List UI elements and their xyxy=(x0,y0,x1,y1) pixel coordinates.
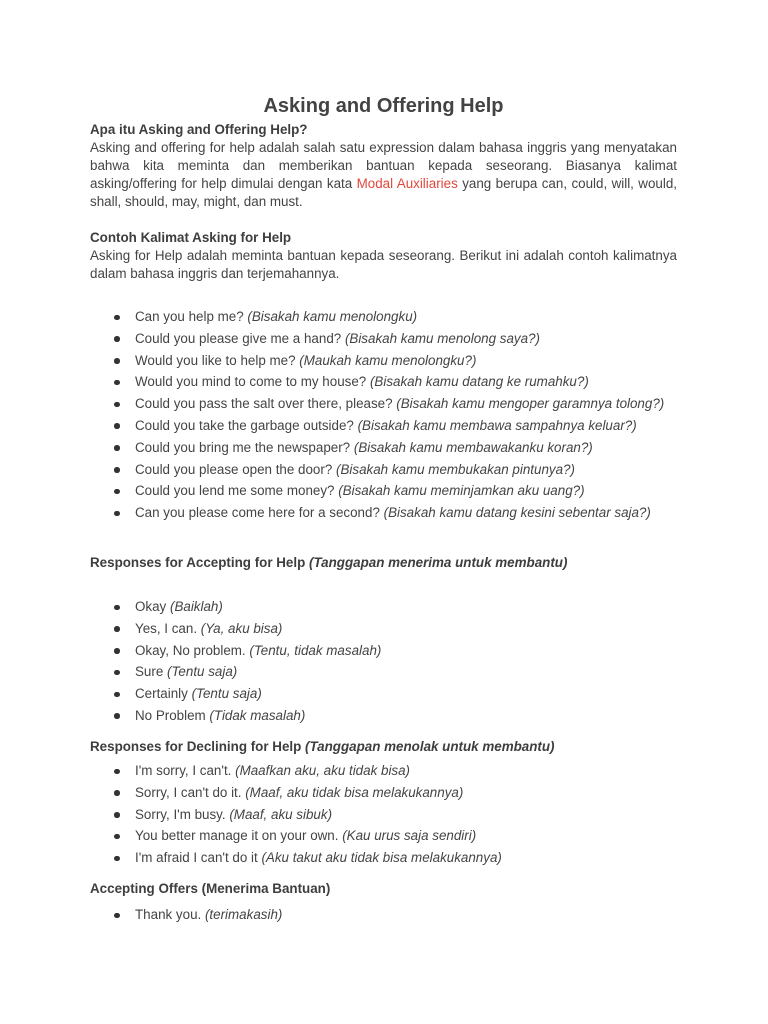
bullet-icon xyxy=(114,605,120,611)
bullet-icon xyxy=(114,402,120,408)
bullet-icon xyxy=(114,856,120,862)
list-item: I'm sorry, I can't. (Maafkan aku, aku tidak bisa) xyxy=(90,760,677,782)
list-item: Sure (Tentu saja) xyxy=(90,661,677,683)
list-item: No Problem (Tidak masalah) xyxy=(90,705,677,727)
bullet-icon xyxy=(114,336,120,342)
bullet-icon xyxy=(114,315,120,321)
bullet-icon xyxy=(114,626,120,632)
list-item: Sorry, I can't do it. (Maaf, aku tidak bisa melakukannya) xyxy=(90,782,677,804)
intro-section xyxy=(90,121,677,211)
declining-list xyxy=(90,760,677,869)
bullet-icon xyxy=(114,812,120,818)
bullet-icon xyxy=(114,489,120,495)
list-item: Yes, I can. (Ya, aku bisa) xyxy=(90,618,677,640)
asking-list xyxy=(90,306,677,524)
bullet-icon xyxy=(114,380,120,386)
offers-list xyxy=(90,904,677,926)
accepting-list xyxy=(90,596,677,727)
list-item: I'm afraid I can't do it (Aku takut aku tidak bisa melakukannya) xyxy=(90,847,677,869)
modal-auxiliaries-link[interactable]: Modal Auxiliaries xyxy=(356,176,458,191)
bullet-icon xyxy=(114,670,120,676)
bullet-icon xyxy=(114,648,120,654)
bullet-icon xyxy=(114,511,120,517)
list-item: Okay, No problem. (Tentu, tidak masalah) xyxy=(90,640,677,662)
list-item: Could you bring me the newspaper? (Bisakah kamu membawakanku koran?) xyxy=(90,437,677,459)
bullet-icon xyxy=(114,713,120,719)
offers-heading: Accepting Offers (Menerima Bantuan) xyxy=(90,881,331,896)
intro-text-before-link: Asking and offering for help adalah salah satu expression dalam bahasa inggris yang menyatakan bahwa kita meminta dan memberikan bantuan kepada seseorang. Biasanya kalimat asking/offering for help dimulai dengan kata xyxy=(90,140,677,191)
list-item: Would you like to help me? (Maukah kamu menolongku?) xyxy=(90,350,677,372)
bullet-icon xyxy=(114,467,120,473)
list-item: Would you mind to come to my house? (Bisakah kamu datang ke rumahku?) xyxy=(90,371,677,393)
bullet-icon xyxy=(114,423,120,429)
list-item: Can you help me? (Bisakah kamu menolongku) xyxy=(90,306,677,328)
asking-section xyxy=(90,229,677,283)
list-item: Sorry, I'm busy. (Maaf, aku sibuk) xyxy=(90,804,677,826)
list-item: Could you please open the door? (Bisakah kamu membukakan pintunya?) xyxy=(90,459,677,481)
bullet-icon xyxy=(114,790,120,796)
bullet-icon xyxy=(114,692,120,698)
asking-heading: Contoh Kalimat Asking for Help xyxy=(90,230,292,245)
bullet-icon xyxy=(114,769,120,775)
accepting-heading: Responses for Accepting for Help (Tanggapan menerima untuk membantu) xyxy=(90,555,568,570)
list-item: You better manage it on your own. (Kau urus saja sendiri) xyxy=(90,825,677,847)
declining-heading: Responses for Declining for Help (Tanggapan menolak untuk membantu) xyxy=(90,739,555,754)
list-item: Certainly (Tentu saja) xyxy=(90,683,677,705)
bullet-icon xyxy=(114,913,120,919)
list-item: Could you pass the salt over there, please? (Bisakah kamu mengoper garamnya tolong?) xyxy=(90,393,677,415)
asking-paragraph: Asking for Help adalah meminta bantuan kepada seseorang. Berikut ini adalah contoh kalimatnya dalam bahasa inggris dan terjemahannya. xyxy=(90,248,677,281)
intro-paragraph xyxy=(90,139,677,211)
bullet-icon xyxy=(114,445,120,451)
bullet-icon xyxy=(114,834,120,840)
list-item: Could you take the garbage outside? (Bisakah kamu membawa sampahnya keluar?) xyxy=(90,415,677,437)
intro-text-after-link: yang berupa can, could, will, would, shall, should, may, might, dan must. xyxy=(90,176,678,209)
intro-heading: Apa itu Asking and Offering Help? xyxy=(90,122,308,137)
list-item: Thank you. (terimakasih) xyxy=(90,904,677,926)
bullet-icon xyxy=(114,358,120,364)
list-item: Could you lend me some money? (Bisakah kamu meminjamkan aku uang?) xyxy=(90,480,677,502)
page-title: Asking and Offering Help xyxy=(263,95,504,117)
list-item: Okay (Baiklah) xyxy=(90,596,677,618)
list-item: Could you please give me a hand? (Bisakah kamu menolong saya?) xyxy=(90,328,677,350)
list-item: Can you please come here for a second? (Bisakah kamu datang kesini sebentar saja?) xyxy=(90,502,677,524)
